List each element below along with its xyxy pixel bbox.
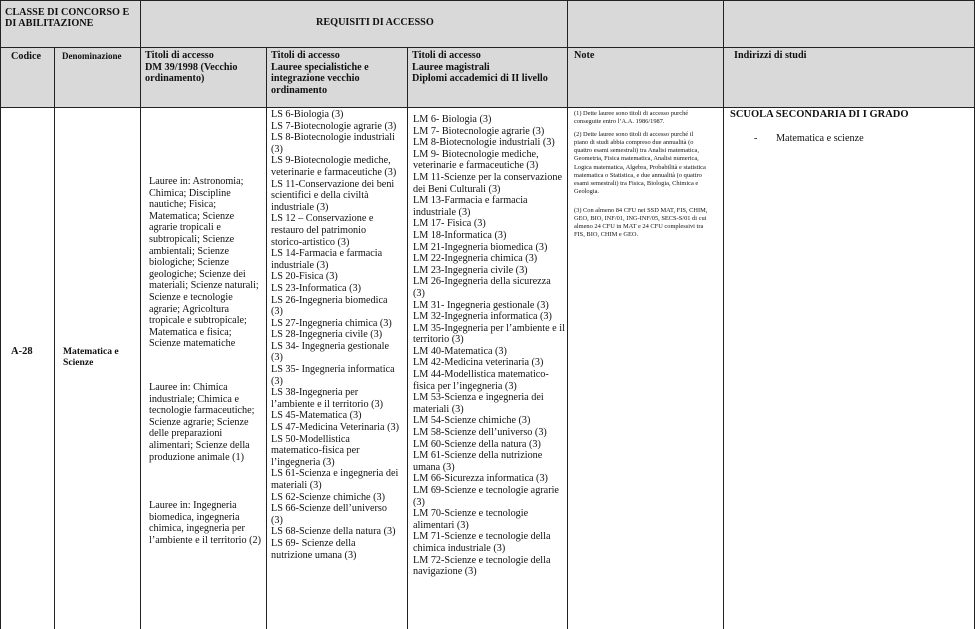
ls-item: LS 23-Informatica (3) [271,282,361,294]
lm-item: LM 21-Ingegneria biomedica (3) [413,241,548,253]
ls-item: LS 34- Ingegneria gestionale (3) [271,340,389,364]
lm-item: LM 69-Scienze e tecnologie agrarie (3) [413,485,559,508]
col-titoli-lm-line2: Lauree magistrali [412,61,490,73]
lm-item: LM 44-Modellistica matematico-fisica per l’ingegneria (3) [413,369,549,392]
ls-item: LS 62-Scienze chimiche (3) [271,491,386,503]
col-note [568,48,724,108]
lm-item: LM 22-Ingegneria chimica (3) [413,253,538,265]
ls-list [271,109,399,561]
col-note-label: Note [574,50,595,61]
ls-item: LS 7-Biotecnologie agrarie (3) [271,120,397,132]
header-classe [0,0,141,48]
lm-item: LM 6- Biologia (3) [413,114,492,125]
col-titoli-ls-line1: Titoli di accesso [271,50,340,61]
ls-item: LS 66-Scienze dell’universo (3) [271,503,387,526]
header-requisiti-text: REQUISITI DI ACCESSO [316,17,434,28]
row-denominazione: Matematica e Scienze [63,346,119,368]
lm-item: LM 32-Ingegneria informatica (3) [413,311,552,323]
lm-item: LM 17- Fisica (3) [413,218,486,230]
lm-item: LM 40-Matematica (3) [413,345,507,357]
ls-item: LS 50-Modellistica matematico-fisica per l’ingegneria (3) [271,433,360,468]
row-codice: A-28 [11,346,33,357]
lm-item: LM 61-Scienze della nutrizione umana (3) [413,450,543,473]
cell-titoli-dm [141,108,267,629]
dm-paragraph-1: Lauree in: Astronomia; Chimica; Discipline nautiche; Fisica; Matematica; Scienze agrarie tropicali e subtropicali; Scienze ambientali; Scienze biologiche; Scienze geologiche; Scienze dei materiali; Scienze naturali; Scienze e tecnologie agrarie; Agricoltura tropicale e subtropicale; Matematica e fisica; Scienze matematiche [149,176,259,350]
header-note-blank [568,0,724,48]
lm-item: LM 8-Biotecnologie industriali (3) [413,137,555,149]
notes-block [574,110,708,244]
dm-paragraph-3: Lauree in: Ingegneria biomedica, ingegneria chimica, ingegneria per l’ambiente e il territorio (2) [149,500,262,546]
ls-item: LS 6-Biologia (3) [271,109,344,120]
header-classe-text: CLASSE DI CONCORSO E DI ABILITAZIONE [5,7,130,29]
note-1: (1) Dette lauree sono titoli di accesso purché conseguite entro l’A.A. 1986/1987. [574,110,689,126]
ls-item: LS 27-Ingegneria chimica (3) [271,317,392,329]
indirizzo-item: Matematica e scienze [776,133,864,144]
col-codice [0,48,55,108]
ls-item: LS 26-Ingegneria biomedica (3) [271,294,388,318]
col-titoli-dm-line1: Titoli di accesso [145,50,214,61]
col-titoli-ls [267,48,408,108]
ls-item: LS 69- Scienze della nutrizione umana (3) [271,537,357,561]
lm-item: LM 60-Scienze della natura (3) [413,438,541,450]
lm-item: LM 23-Ingegneria civile (3) [413,264,528,276]
col-indirizzi-label: Indirizzi di studi [734,50,807,61]
ls-item: LS 12 – Conservazione e restauro del patrimonio storico-artistico (3) [271,213,374,248]
lm-item: LM 70-Scienze e tecnologie alimentari (3) [413,508,529,531]
lm-item: LM 18-Informatica (3) [413,229,507,241]
cell-titoli-lm [408,108,568,629]
col-codice-label: Codice [11,51,41,62]
ls-item: LS 35- Ingegneria informatica (3) [271,364,395,387]
cell-indirizzi [724,108,975,629]
col-titoli-lm-line3: Diplomi accademici di II livello [412,73,548,84]
col-indirizzi [724,48,975,108]
lm-item: LM 71-Scienze e tecnologie della chimica industriale (3) [413,531,551,554]
indirizzo-bullet: - [754,133,758,144]
header-requisiti [141,0,568,48]
ls-item: LS 28-Ingegneria civile (3) [271,329,383,341]
header-indirizzi-blank [724,0,975,48]
ls-item: LS 47-Medicina Veterinaria (3) [271,422,399,434]
indirizzo-title: SCUOLA SECONDARIA DI I GRADO [730,109,909,120]
col-titoli-lm [408,48,568,108]
col-titoli-ls-line2: Lauree specialistiche e integrazione vecchio ordinamento [271,61,369,96]
lm-item: LM 72-Scienze e tecnologie della navigazione (3) [413,554,551,578]
lm-item: LM 42-Medicina veterinaria (3) [413,357,544,369]
lm-item: LM 26-Ingegneria della sicurezza (3) [413,276,551,299]
lm-item: LM 66-Sicurezza informatica (3) [413,473,548,485]
ls-item: LS 9-Biotecnologie mediche, veterinarie e farmaceutiche (3) [271,155,397,178]
cell-note [568,108,724,629]
dm-paragraph-2: Lauree in: Chimica industriale; Chimica e tecnologie farmaceutiche; Scienze agrarie; Scienze delle preparazioni alimentari; Scienze della produzione animale (1) [149,382,255,463]
col-denominazione [55,48,141,108]
lm-list [413,114,565,578]
ls-item: LS 11-Conservazione dei beni scientifici e della civiltà industriale (3) [271,178,395,213]
ls-item: LS 61-Scienza e ingegneria dei materiali (3) [271,468,399,491]
ls-item: LS 45-Matematica (3) [271,410,362,422]
lm-item: LM 35-Ingegneria per l’ambiente e il territorio (3) [413,322,565,346]
col-titoli-lm-line1: Titoli di accesso [412,50,481,61]
lm-item: LM 7- Biotecnologie agrarie (3) [413,125,545,137]
col-titoli-dm-line2: DM 39/1998 (Vecchio ordinamento) [145,61,238,84]
lm-item: LM 54-Scienze chimiche (3) [413,415,531,427]
col-denominazione-label: Denominazione [62,51,122,61]
lm-item: LM 11-Scienze per la conservazione dei Beni Culturali (3) [413,171,562,195]
ls-item: LS 68-Scienze della natura (3) [271,526,396,538]
col-titoli-dm [141,48,267,108]
lm-item: LM 58-Scienze dell’universo (3) [413,427,547,439]
ls-item: LS 14-Farmacia e farmacia industriale (3) [271,248,383,271]
note-3: (3) Con almeno 84 CFU nei SSD MAT, FIS, CHIM, GEO, BIO, INF/01, ING-INF/05, SECS-S/01 di cui almeno 24 CFU in MAT e 24 CFU complessivi tra FIS, BIO, CHIM e GEO. [574,206,708,239]
lm-item: LM 31- Ingegneria gestionale (3) [413,299,549,311]
note-2: (2) Dette lauree sono titoli di accesso purché il piano di studi abbia compreso due annualità (o quattro esami semestrali) tra Analisi matematica, Geometria, Fisica matematica, Analisi numerica, Logica matematica, Algebra, Probabilità e statistica matematica o Statistica, e due annualità (o quattro esami semestrali) tra Fisica, Biologia, Chimica e Geologia. [574,131,706,195]
ls-item: LS 38-Ingegneria per l’ambiente e il territorio (3) [271,387,384,410]
lm-item: LM 53-Scienza e ingegneria dei materiali (3) [413,392,544,415]
cell-denominazione [55,108,141,629]
cell-titoli-ls [267,108,408,629]
ls-item: LS 20-Fisica (3) [271,271,338,283]
ls-item: LS 8-Biotecnologie industriali (3) [271,132,395,155]
lm-item: LM 9- Biotecnologie mediche, veterinarie e farmaceutiche (3) [413,148,539,172]
cell-codice [0,108,55,629]
lm-item: LM 13-Farmacia e farmacia industriale (3) [413,195,528,218]
